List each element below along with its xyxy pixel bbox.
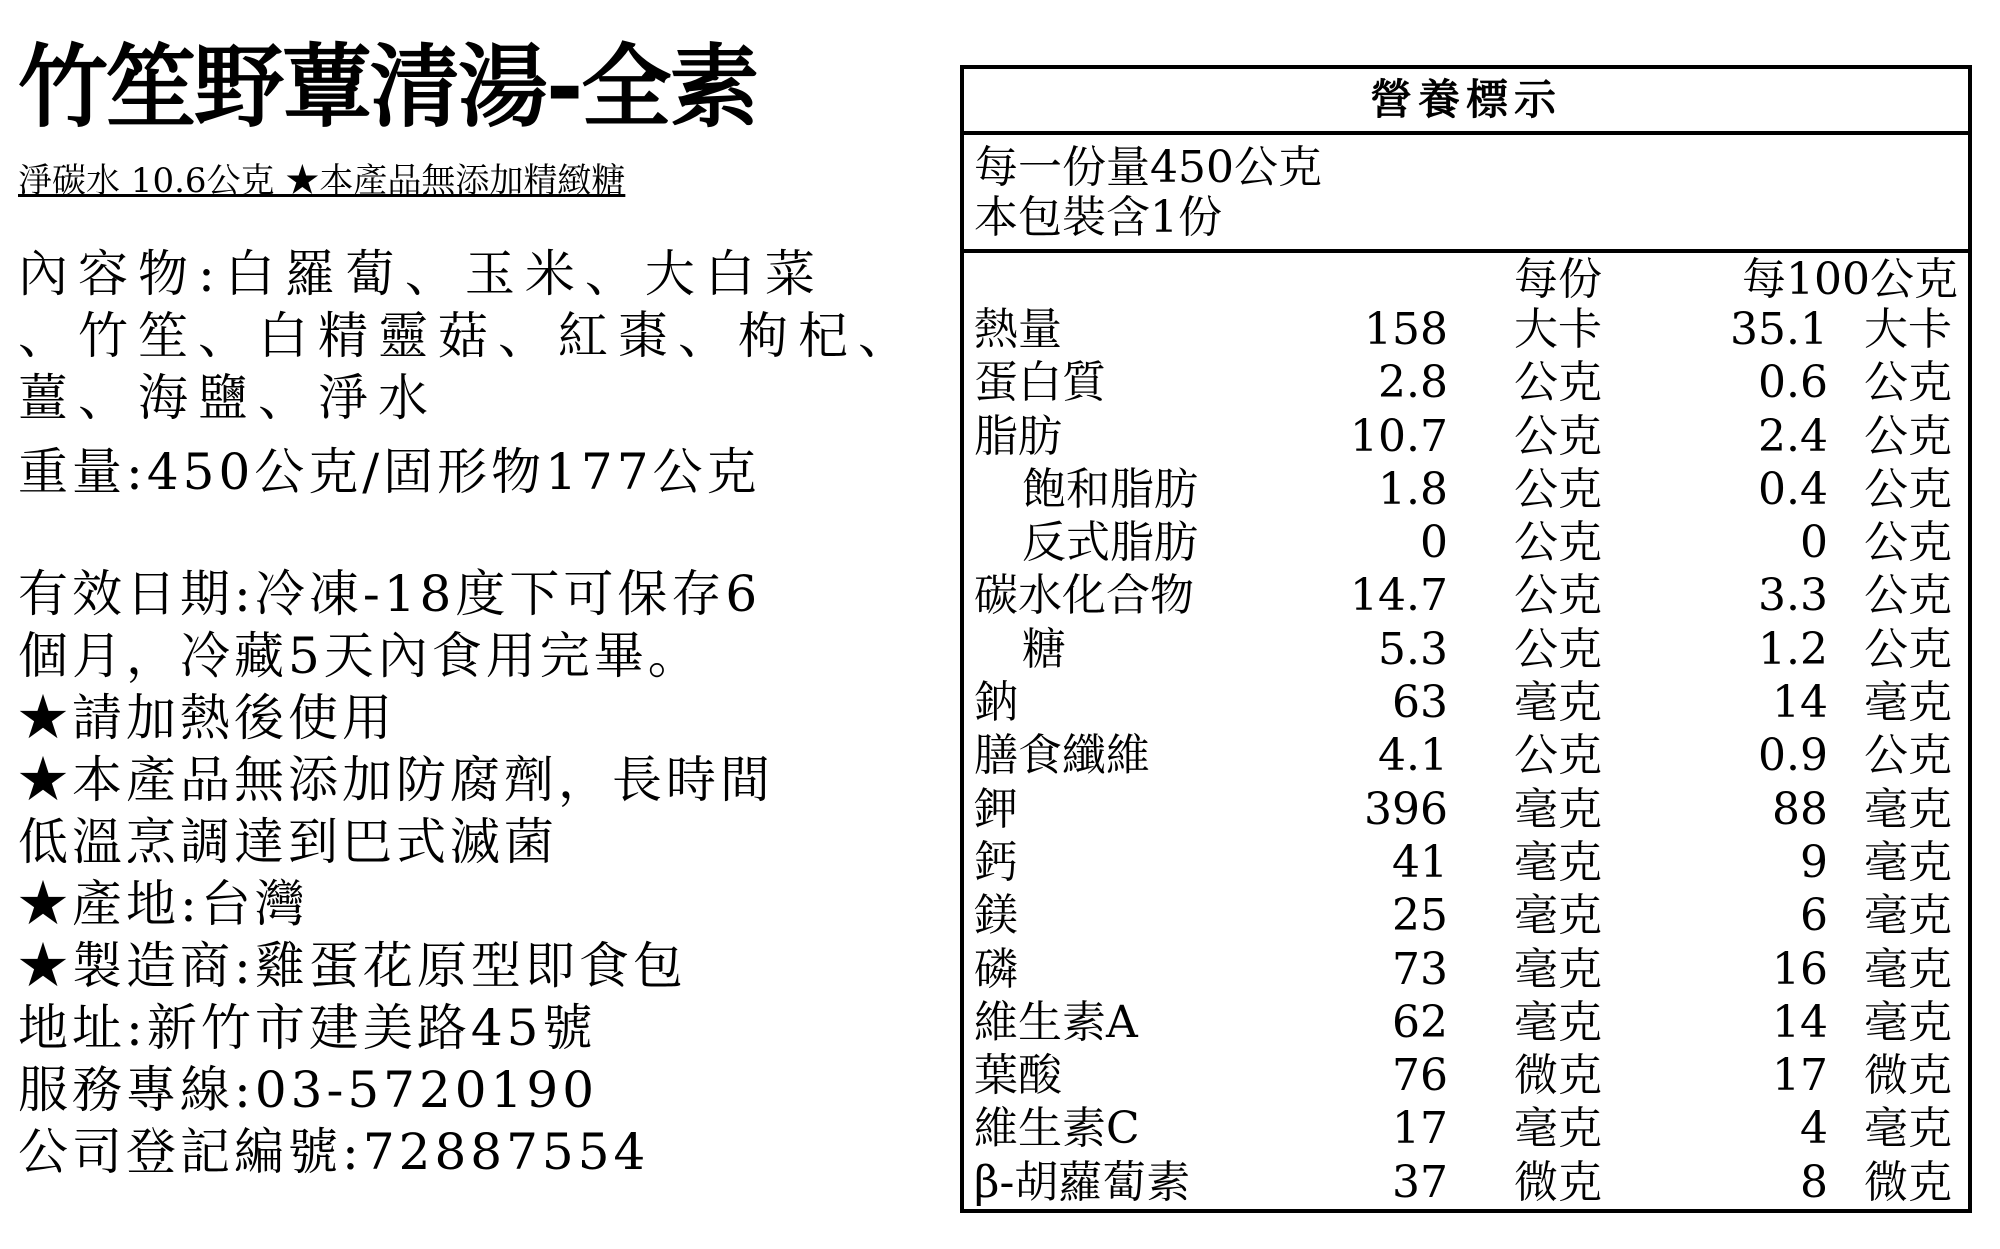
per-serving-value: 73 (1392, 943, 1448, 995)
per-100g-value: 8 (1800, 1156, 1828, 1208)
nutrient-name: 碳水化合物 (974, 570, 1194, 622)
per-100g-value: 88 (1772, 783, 1828, 835)
per-serving-unit: 大卡 (1514, 304, 1602, 355)
nutrition-rows (964, 303, 1968, 1209)
per-serving-value: 2.8 (1378, 357, 1448, 409)
per-serving-value: 4.1 (1378, 730, 1448, 782)
per-serving-unit: 公克 (1514, 570, 1602, 622)
per-100g-unit: 公克 (1864, 463, 1952, 515)
nutrition-column-header (964, 253, 1968, 303)
info-line: ★產地:台灣 (18, 875, 309, 933)
ingredients-line: 內容物:白羅蔔、玉米、大白菜 (18, 245, 825, 303)
nutrition-row (964, 729, 1968, 782)
per-100g-value: 35.1 (1730, 304, 1828, 355)
per-100g-value: 1.2 (1758, 623, 1828, 675)
per-serving-unit: 公克 (1514, 463, 1602, 515)
serving-info (964, 135, 1968, 253)
ingredients-block (18, 243, 968, 429)
servings-per-pack: 本包裝含1份 (974, 192, 1222, 243)
per-100g-value: 0.6 (1758, 357, 1828, 409)
per-serving-unit: 毫克 (1514, 943, 1602, 995)
nutrition-row (964, 836, 1968, 889)
info-line: 有效日期:冷凍-18度下可保存6 (18, 565, 762, 623)
per-100g-value: 0.9 (1758, 730, 1828, 782)
info-line: 服務專線:03-5720190 (18, 1061, 599, 1119)
nutrient-name: 脂肪 (974, 410, 1062, 462)
per-100g-value: 3.3 (1758, 570, 1828, 622)
per-serving-unit: 公克 (1514, 623, 1602, 675)
per-100g-value: 0 (1800, 517, 1828, 569)
nutrient-name: 糖 (1022, 623, 1066, 675)
info-line: ★本產品無添加防腐劑，長時間 (18, 751, 774, 809)
nutrient-name: 反式脂肪 (1022, 517, 1198, 569)
per-100g-unit: 公克 (1864, 623, 1952, 675)
per-serving-unit: 微克 (1514, 1050, 1602, 1102)
per-100g-unit: 毫克 (1864, 836, 1952, 888)
col-per-serving: 每份 (1514, 254, 1602, 305)
nutrient-name: 鉀 (974, 783, 1018, 835)
nutrient-name: 膳食纖維 (974, 730, 1150, 782)
nutrition-row (964, 569, 1968, 622)
weight-text: 重量:450公克/固形物177公克 (18, 443, 761, 501)
info-line: 公司登記編號:72887554 (18, 1123, 650, 1181)
nutrition-row (964, 516, 1968, 569)
per-100g-value: 14 (1772, 996, 1828, 1048)
per-serving-unit: 毫克 (1514, 783, 1602, 835)
col-per-100g: 每100公克 (1742, 254, 1958, 305)
per-100g-unit: 公克 (1864, 570, 1952, 622)
per-serving-unit: 公克 (1514, 517, 1602, 569)
per-serving-value: 0 (1420, 517, 1448, 569)
nutrient-name: 鈣 (974, 836, 1018, 888)
info-line: 低溫烹調達到巴式滅菌 (18, 813, 558, 871)
net-carb-subtitle: 淨碳水 10.6公克 ★本產品無添加精緻糖 (18, 161, 626, 201)
nutrient-name: 飽和脂肪 (1022, 463, 1198, 515)
nutrient-name: 葉酸 (974, 1050, 1062, 1102)
nutrition-row (964, 889, 1968, 942)
per-serving-value: 76 (1392, 1050, 1448, 1102)
info-line: 個月，冷藏5天內食用完畢。 (18, 627, 702, 685)
per-100g-unit: 公克 (1864, 410, 1952, 462)
nutrient-name: 鈉 (974, 677, 1018, 729)
per-serving-unit: 毫克 (1514, 1103, 1602, 1155)
serving-size: 每一份量450公克 (974, 142, 1322, 193)
nutrition-row (964, 410, 1968, 463)
per-serving-value: 62 (1392, 996, 1448, 1048)
per-100g-unit: 公克 (1864, 517, 1952, 569)
per-serving-unit: 毫克 (1514, 677, 1602, 729)
per-serving-unit: 毫克 (1514, 836, 1602, 888)
per-serving-value: 396 (1364, 783, 1448, 835)
per-100g-value: 14 (1772, 677, 1828, 729)
per-100g-unit: 微克 (1864, 1050, 1952, 1102)
nutrient-name: 蛋白質 (974, 357, 1106, 409)
per-serving-value: 25 (1392, 890, 1448, 942)
per-serving-value: 10.7 (1350, 410, 1448, 462)
per-100g-value: 16 (1772, 943, 1828, 995)
per-100g-value: 4 (1800, 1103, 1828, 1155)
per-serving-unit: 公克 (1514, 357, 1602, 409)
nutrition-row (964, 943, 1968, 996)
nutrition-row (964, 783, 1968, 836)
per-100g-unit: 大卡 (1864, 304, 1952, 355)
ingredients-line: 薑、海鹽、淨水 (18, 369, 438, 427)
per-100g-unit: 毫克 (1864, 943, 1952, 995)
per-100g-unit: 毫克 (1864, 677, 1952, 729)
nutrition-row (964, 356, 1968, 409)
per-serving-unit: 微克 (1514, 1156, 1602, 1208)
nutrient-name: 熱量 (974, 304, 1062, 355)
per-100g-unit: 毫克 (1864, 1103, 1952, 1155)
per-100g-unit: 公克 (1864, 357, 1952, 409)
per-serving-value: 1.8 (1378, 463, 1448, 515)
per-serving-value: 14.7 (1350, 570, 1448, 622)
info-line: 地址:新竹市建美路45號 (18, 999, 597, 1057)
nutrition-facts-panel (960, 65, 1972, 1213)
per-100g-value: 6 (1800, 890, 1828, 942)
per-serving-unit: 公克 (1514, 410, 1602, 462)
per-100g-value: 9 (1800, 836, 1828, 888)
nutrition-row (964, 676, 1968, 729)
nutrition-row (964, 1156, 1968, 1209)
nutrition-row (964, 1102, 1968, 1155)
nutrition-title: 營養標示 (964, 69, 1968, 135)
per-serving-value: 5.3 (1378, 623, 1448, 675)
per-serving-value: 63 (1392, 677, 1448, 729)
ingredients-line: 、竹笙、白精靈菇、紅棗、枸杞、 (18, 307, 918, 365)
nutrient-name: 維生素C (974, 1103, 1140, 1155)
info-line: ★製造商:雞蛋花原型即食包 (18, 937, 687, 995)
product-title: 竹笙野蕈清湯-全素 (18, 35, 758, 140)
per-100g-unit: 毫克 (1864, 996, 1952, 1048)
per-serving-value: 41 (1392, 836, 1448, 888)
per-100g-unit: 毫克 (1864, 890, 1952, 942)
per-100g-value: 0.4 (1758, 463, 1828, 515)
per-serving-value: 17 (1392, 1103, 1448, 1155)
per-serving-value: 37 (1392, 1156, 1448, 1208)
nutrition-row (964, 303, 1968, 356)
nutrition-row (964, 996, 1968, 1049)
per-100g-unit: 毫克 (1864, 783, 1952, 835)
nutrition-row (964, 463, 1968, 516)
per-serving-unit: 公克 (1514, 730, 1602, 782)
nutrition-row (964, 1049, 1968, 1102)
per-serving-unit: 毫克 (1514, 996, 1602, 1048)
per-serving-value: 158 (1364, 304, 1448, 355)
nutrition-row (964, 623, 1968, 676)
product-info-block (18, 563, 774, 1183)
per-100g-unit: 微克 (1864, 1156, 1952, 1208)
nutrient-name: β-胡蘿蔔素 (974, 1156, 1191, 1208)
per-100g-value: 2.4 (1758, 410, 1828, 462)
per-100g-unit: 公克 (1864, 730, 1952, 782)
nutrient-name: 維生素A (974, 996, 1138, 1048)
per-serving-unit: 毫克 (1514, 890, 1602, 942)
nutrient-name: 磷 (974, 943, 1018, 995)
nutrient-name: 鎂 (974, 890, 1018, 942)
per-100g-value: 17 (1772, 1050, 1828, 1102)
info-line: ★請加熱後使用 (18, 689, 396, 747)
